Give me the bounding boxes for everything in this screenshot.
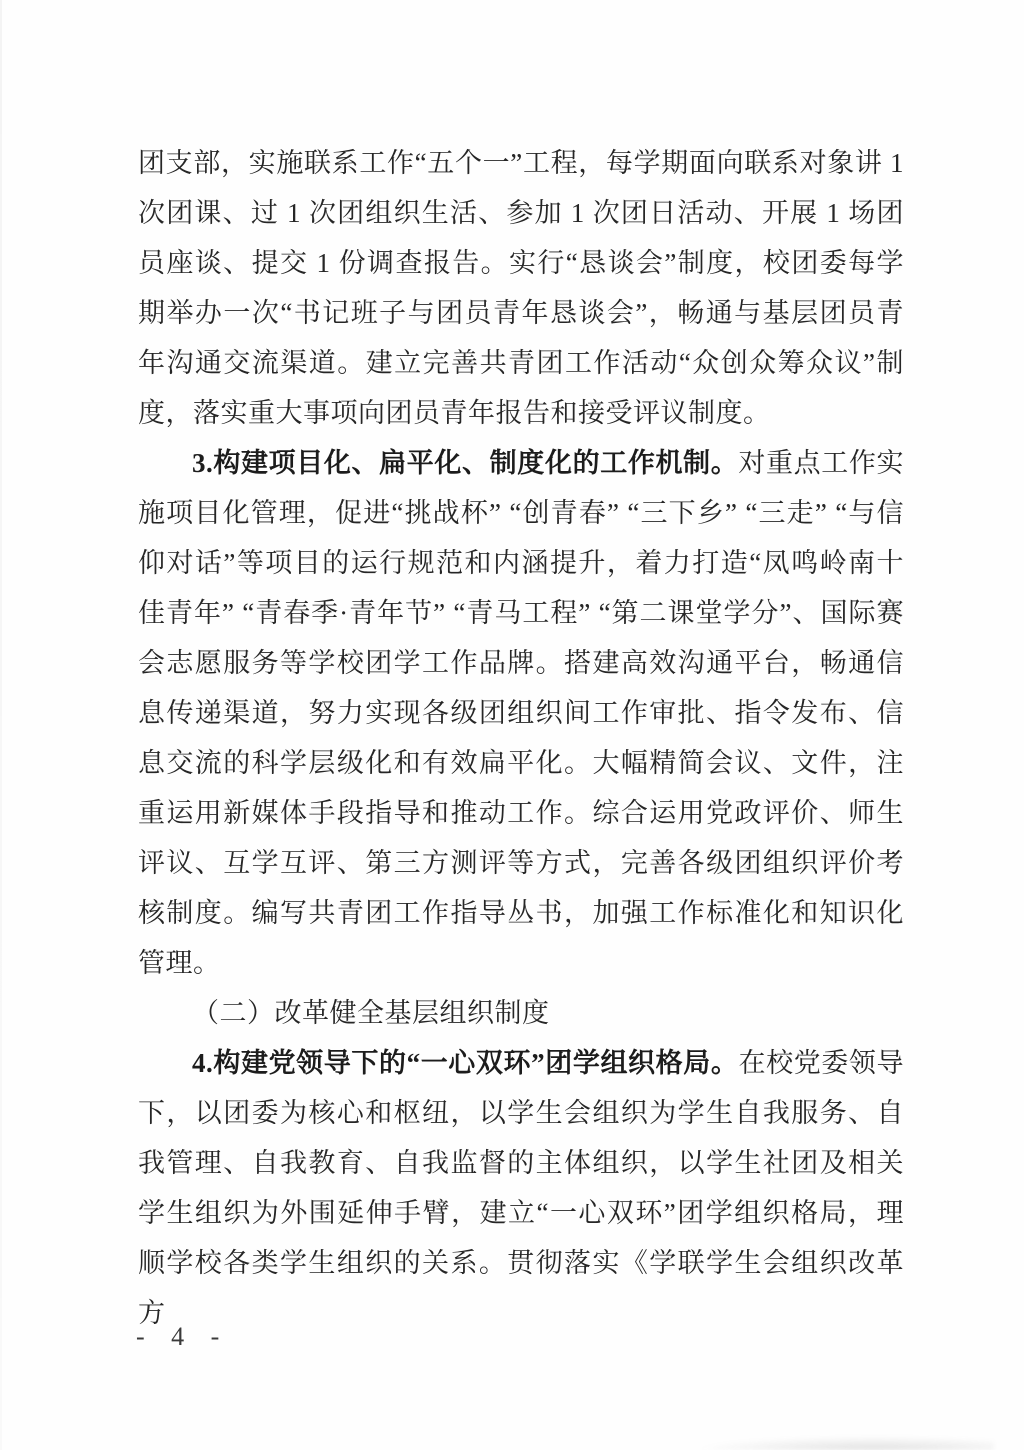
bold-lead-run: 3.构建项目化、扁平化、制度化的工作机制。 xyxy=(192,448,739,478)
page-number: - 4 - xyxy=(136,1322,230,1351)
paragraph xyxy=(138,138,904,438)
scan-smudge-artifact xyxy=(694,1436,994,1450)
paragraph xyxy=(138,1038,904,1338)
text-run: （二）改革健全基层组织制度 xyxy=(192,998,550,1028)
text-run: 团支部，实施联系工作“五个一”工程，每学期面向联系对象讲 1 次团课、过 1 次团组织生活、参加 1 次团日活动、开展 1 场团员座谈、提交 1 份调查报告。实行“恳谈会”制度，校团委每学期举办一次“书记班子与团员青年恳谈会”，畅通与基层团员青年沟通交流渠道。建立完善共青团工作活动“众创众筹众议”制度，落实重大事项向团员青年报告和接受评议制度。 xyxy=(138,148,904,428)
bold-lead-run: 4.构建党领导下的“一心双环”团学组织格局。 xyxy=(192,1048,739,1078)
paragraph xyxy=(138,438,904,988)
text-run: 对重点工作实施项目化管理，促进“挑战杯” “创青春” “三下乡” “三走” “与信仰对话”等项目的运行规范和内涵提升，着力打造“凤鸣岭南十佳青年” “青春季·青年节” “青马工程” “第二课堂学分”、国际赛会志愿服务等学校团学工作品牌。搭建高效沟通平台，畅通信息传递渠道，努力实现各级团组织间工作审批、指令发布、信息交流的科学层级化和有效扁平化。大幅精简会议、文件，注重运用新媒体手段指导和推动工作。综合运用党政评价、师生评议、互学互评、第三方测评等方式，完善各级团组织评价考核制度。编写共青团工作指导丛书，加强工作标准化和知识化管理。 xyxy=(138,448,905,978)
document-body xyxy=(138,138,904,1338)
text-run: 在校党委领导下，以团委为核心和枢纽，以学生会组织为学生自我服务、自我管理、自我教育、自我监督的主体组织，以学生社团及相关学生组织为外围延伸手臂，建立“一心双环”团学组织格局，理顺学校各类学生组织的关系。贯彻落实《学联学生会组织改革方 xyxy=(138,1048,905,1328)
section-heading xyxy=(138,988,904,1038)
scan-edge-artifact xyxy=(0,0,2,1450)
